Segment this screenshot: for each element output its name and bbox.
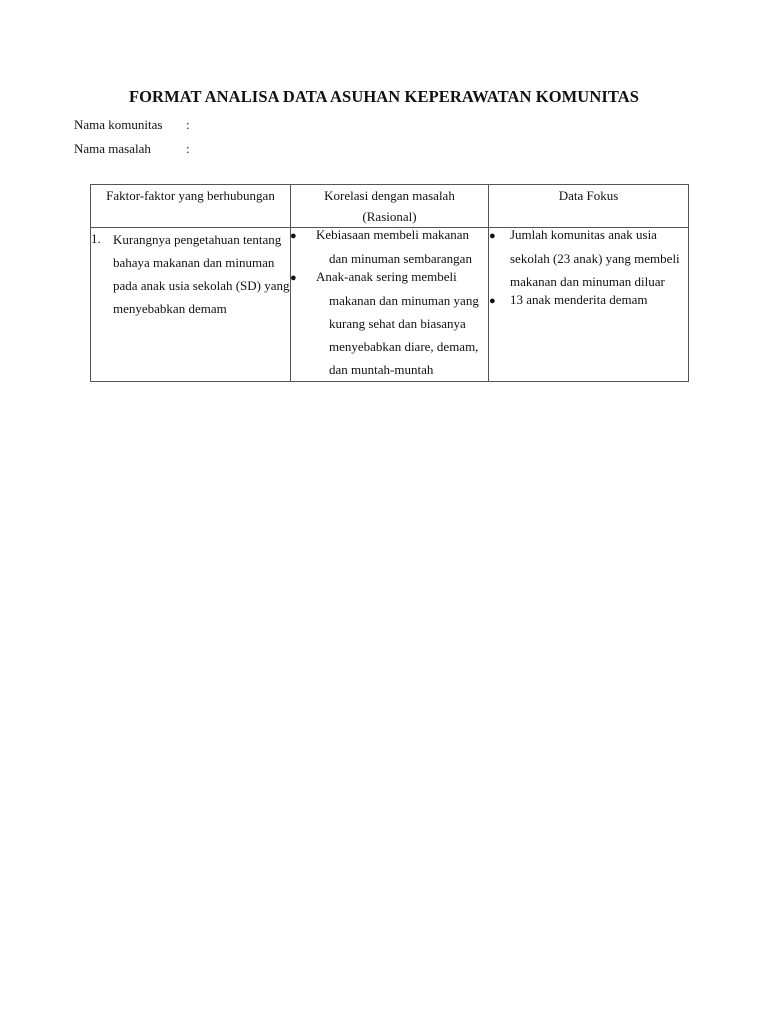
rationale-line: Anak-anak sering membeli [316,269,457,284]
header-korelasi-label: Korelasi dengan masalah [324,188,455,203]
field-nama-masalah [74,141,190,157]
list-number: 1. [91,231,101,246]
header-data-fokus [489,185,689,228]
bullet-icon: ● [290,230,297,242]
bullet-icon: ● [489,230,496,242]
factor-text: Kurangnya pengetahuan tentang bahaya makanan dan minuman pada anak usia sekolah (SD) yang menyebabkan demam [113,232,290,316]
rationale-line: dan minuman sembarangan [329,251,472,266]
table-row [91,228,689,382]
focus-line: Jumlah komunitas anak usia [510,227,657,242]
field-label: Nama masalah [74,141,151,156]
rationale-line: Kebiasaan membeli makanan [316,227,470,242]
list-item [291,270,488,381]
focus-line: sekolah (23 anak) yang membeli makanan dan minuman diluar [510,251,680,289]
field-label: Nama komunitas [74,117,163,132]
header-data-fokus-label: Data Fokus [558,188,619,203]
list-item [489,293,688,307]
bullet-icon: ● [290,272,297,284]
rationale-cell [291,228,489,382]
header-faktor [91,185,291,228]
header-rasional-label: (Rasional) [362,209,417,224]
list-item [291,228,488,270]
header-korelasi [291,185,489,228]
field-nama-komunitas [74,117,190,133]
focus-line: 13 anak menderita demam [510,292,648,307]
bullet-icon: ● [489,295,496,307]
list-item [489,228,688,293]
header-faktor-label: Faktor-faktor yang berhubungan [106,188,275,203]
factor-cell [91,228,291,382]
rationale-line: makanan dan minuman yang kurang sehat dan biasanya menyebabkan diare, demam, dan muntah-muntah [329,293,479,377]
document-title: FORMAT ANALISA DATA ASUHAN KEPERAWATAN KOMUNITAS [128,87,640,106]
field-separator: : [186,117,190,132]
analysis-table [90,184,689,382]
table-header-row [91,185,689,228]
field-separator: : [186,141,190,156]
focus-cell [489,228,689,382]
